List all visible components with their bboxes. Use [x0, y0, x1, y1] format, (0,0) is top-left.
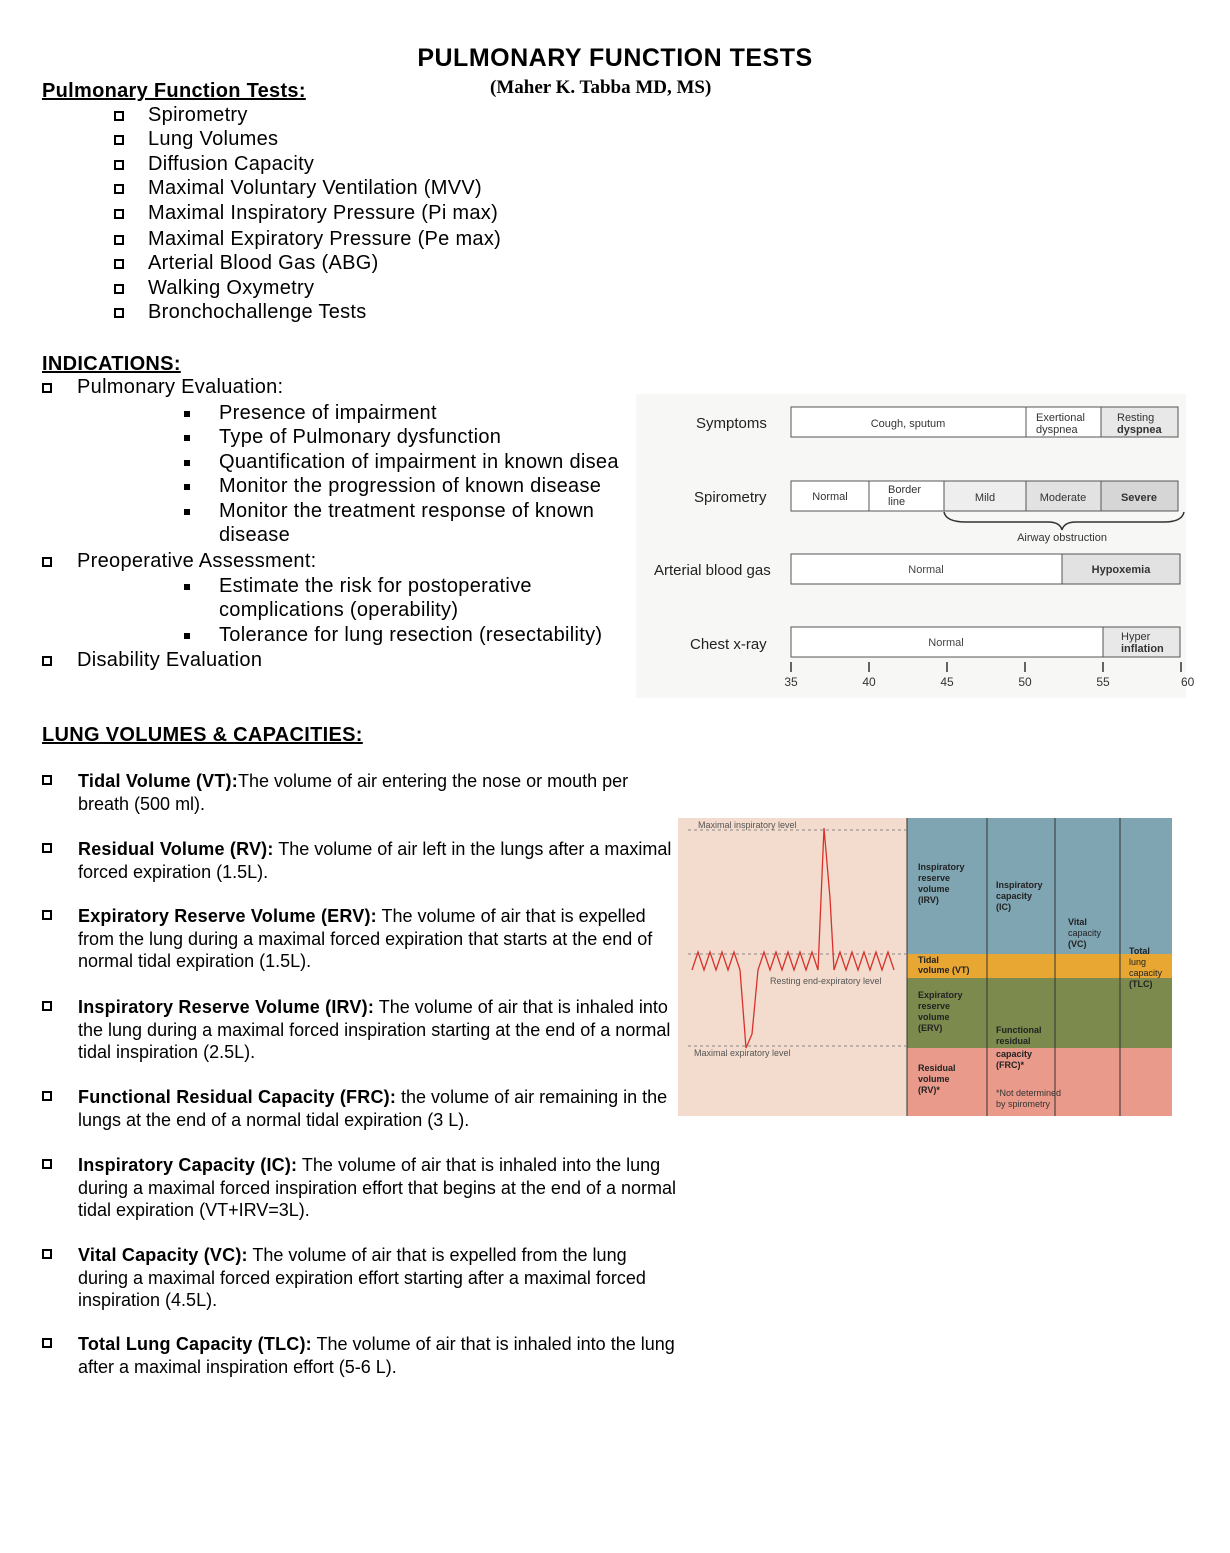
spiro-normal-label: Normal: [812, 491, 848, 503]
ic-label: (IC): [996, 902, 1011, 912]
rv-label: volume: [918, 1074, 950, 1084]
row-label-cxr: Chest x-ray: [690, 636, 767, 653]
checkbox-square-icon: [114, 135, 124, 145]
erv-label: reserve: [918, 1001, 951, 1011]
row-label-abg: Arterial blood gas: [654, 562, 771, 579]
checkbox-square-icon: [114, 308, 124, 318]
spirogram-trace: [692, 828, 894, 1048]
definition-text: The volume of air that is expelled from the lung during a maximal forced expiration effort starting after a maximal forced inspiration (4.5L).: [78, 1245, 646, 1310]
definition-text: The volume of air that is inhaled into the lung after a maximal inspiration effort (5-6 L).: [78, 1334, 675, 1377]
checkbox-square-icon: [42, 656, 52, 666]
max-insp-label: Maximal inspiratory level: [698, 820, 797, 830]
airway-obstruction-label: Airway obstruction: [1017, 532, 1107, 544]
vc-label: Vital: [1068, 917, 1087, 927]
rv-label: (RV)*: [918, 1085, 940, 1095]
definition-text: the volume of air remaining in the lungs at the end of a normal tidal expiration (3 L).: [78, 1087, 668, 1130]
tlc-label: Total: [1129, 946, 1150, 956]
bullet-icon: [184, 584, 190, 590]
definition-text: The volume of air left in the lungs after a maximal forced expiration (1.5L).: [78, 839, 672, 882]
symptoms-resting-label-2: dyspnea: [1117, 424, 1162, 436]
symptoms-cough-label: Cough, sputum: [870, 418, 946, 430]
bullet-icon: [184, 460, 190, 466]
checkbox-square-icon: [114, 235, 124, 245]
tidal-label: volume (VT): [918, 965, 970, 975]
symptoms-resting-label: Resting: [1117, 412, 1155, 424]
spiro-borderline-label: Border: [888, 484, 922, 496]
irv-label: reserve: [918, 873, 951, 883]
definition-term: Residual Volume (RV):: [78, 839, 274, 859]
vc-label: (VC): [1068, 939, 1087, 949]
definition-term: Vital Capacity (VC):: [78, 1245, 248, 1265]
symptoms-exertional-label: Exertional: [1036, 412, 1085, 424]
ic-label: capacity: [996, 891, 1033, 901]
footnote-label: *Not determined: [996, 1088, 1062, 1098]
tick-label: 50: [1018, 675, 1032, 689]
tick-label: 35: [784, 675, 798, 689]
checkbox-square-icon: [114, 111, 124, 121]
spiro-moderate-label: Moderate: [1039, 492, 1087, 504]
row-label-symptoms: Symptoms: [696, 415, 767, 432]
axis-ticks: [791, 662, 1181, 672]
definition-text: The volume of air that is inhaled into the lung during a maximal forced inspiration effort that begins at the end of a normal tidal expiration (VT+IRV=3L).: [78, 1155, 677, 1220]
checkbox-square-icon: [114, 284, 124, 294]
frc-label: Functional: [996, 1025, 1042, 1035]
spiro-borderline-label-2: line: [888, 496, 906, 508]
spiro-mild-label: Mild: [974, 492, 996, 504]
definition-text: The volume of air that is inhaled into the lung during a maximal forced inspiration starting at the end of a normal tidal inspiration (2.5L).: [78, 997, 671, 1062]
indications-heading: INDICATIONS:: [42, 353, 181, 375]
erv-label: (ERV): [918, 1023, 943, 1033]
checkbox-square-icon: [114, 209, 124, 219]
tlc-label: lung: [1129, 957, 1147, 967]
tick-label: 45: [940, 675, 954, 689]
bullet-icon: [184, 633, 190, 639]
frc-label: residual: [996, 1036, 1031, 1046]
checkbox-square-icon: [42, 1091, 52, 1101]
tests-heading: Pulmonary Function Tests:: [42, 80, 306, 102]
symptoms-exertional-label-2: dyspnea: [1036, 424, 1078, 436]
tick-label: 55: [1096, 675, 1110, 689]
lung-volumes-figure: [678, 818, 1172, 1116]
checkbox-square-icon: [114, 184, 124, 194]
tlc-label: capacity: [1129, 968, 1163, 978]
tlc-label: (TLC): [1129, 979, 1153, 989]
author-line: (Maher K. Tabba MD, MS): [490, 77, 712, 98]
definition-term: Functional Residual Capacity (FRC):: [78, 1087, 397, 1107]
erv-label: volume: [918, 1012, 950, 1022]
cxr-normal-label: Normal: [928, 637, 964, 649]
definition-term: Tidal Volume (VT):: [78, 771, 238, 791]
checkbox-square-icon: [42, 843, 52, 853]
frc-label: capacity: [996, 1049, 1033, 1059]
cxr-hyperinflation-label-2: inflation: [1121, 643, 1164, 655]
checkbox-square-icon: [42, 1249, 52, 1259]
max-exp-label: Maximal expiratory level: [694, 1048, 791, 1058]
definition-term: Total Lung Capacity (TLC):: [78, 1334, 312, 1354]
irv-label: Inspiratory: [918, 862, 965, 872]
rv-label: Residual: [918, 1063, 956, 1073]
checkbox-square-icon: [114, 259, 124, 269]
cxr-hyperinflation-label: Hyper: [1121, 631, 1151, 643]
definition-term: Inspiratory Capacity (IC):: [78, 1155, 298, 1175]
abg-normal-label: Normal: [908, 564, 944, 576]
definition-text: The volume of air entering the nose or mouth per breath (500 ml).: [78, 771, 629, 814]
checkbox-square-icon: [42, 557, 52, 567]
footnote-label: by spirometry: [996, 1099, 1051, 1109]
checkbox-square-icon: [42, 383, 52, 393]
bullet-icon: [184, 484, 190, 490]
tidal-label: Tidal: [918, 955, 939, 965]
erv-label: Expiratory: [918, 990, 963, 1000]
checkbox-square-icon: [42, 910, 52, 920]
frc-label: (FRC)*: [996, 1060, 1024, 1070]
ic-label: Inspiratory: [996, 880, 1043, 890]
definition-term: Expiratory Reserve Volume (ERV):: [78, 906, 377, 926]
checkbox-square-icon: [42, 1001, 52, 1011]
spiro-severe-label: Severe: [1120, 492, 1158, 504]
checkbox-square-icon: [42, 1338, 52, 1348]
irv-label: (IRV): [918, 895, 939, 905]
resting-label: Resting end-expiratory level: [770, 976, 882, 986]
page-title: PULMONARY FUNCTION TESTS: [417, 44, 813, 72]
checkbox-square-icon: [114, 160, 124, 170]
lung-volumes-heading: LUNG VOLUMES & CAPACITIES:: [42, 724, 363, 746]
airway-brace: [944, 512, 1184, 530]
vc-label: capacity: [1068, 928, 1102, 938]
tick-label: 40: [862, 675, 876, 689]
checkbox-square-icon: [42, 1159, 52, 1169]
irv-label: volume: [918, 884, 950, 894]
row-label-spirometry: Spirometry: [694, 489, 767, 506]
checkbox-square-icon: [42, 775, 52, 785]
definition-term: Inspiratory Reserve Volume (IRV):: [78, 997, 375, 1017]
bullet-icon: [184, 435, 190, 441]
severity-chart: [636, 394, 1195, 698]
tick-label: 60: [1181, 675, 1195, 689]
bullet-icon: [184, 509, 190, 515]
bullet-icon: [184, 411, 190, 417]
definition-text: The volume of air that is expelled from the lung during a maximal forced expiration that starts at the end of normal tidal expiration (1.5L).: [78, 906, 653, 971]
abg-hypoxemia-label: Hypoxemia: [1091, 564, 1151, 576]
